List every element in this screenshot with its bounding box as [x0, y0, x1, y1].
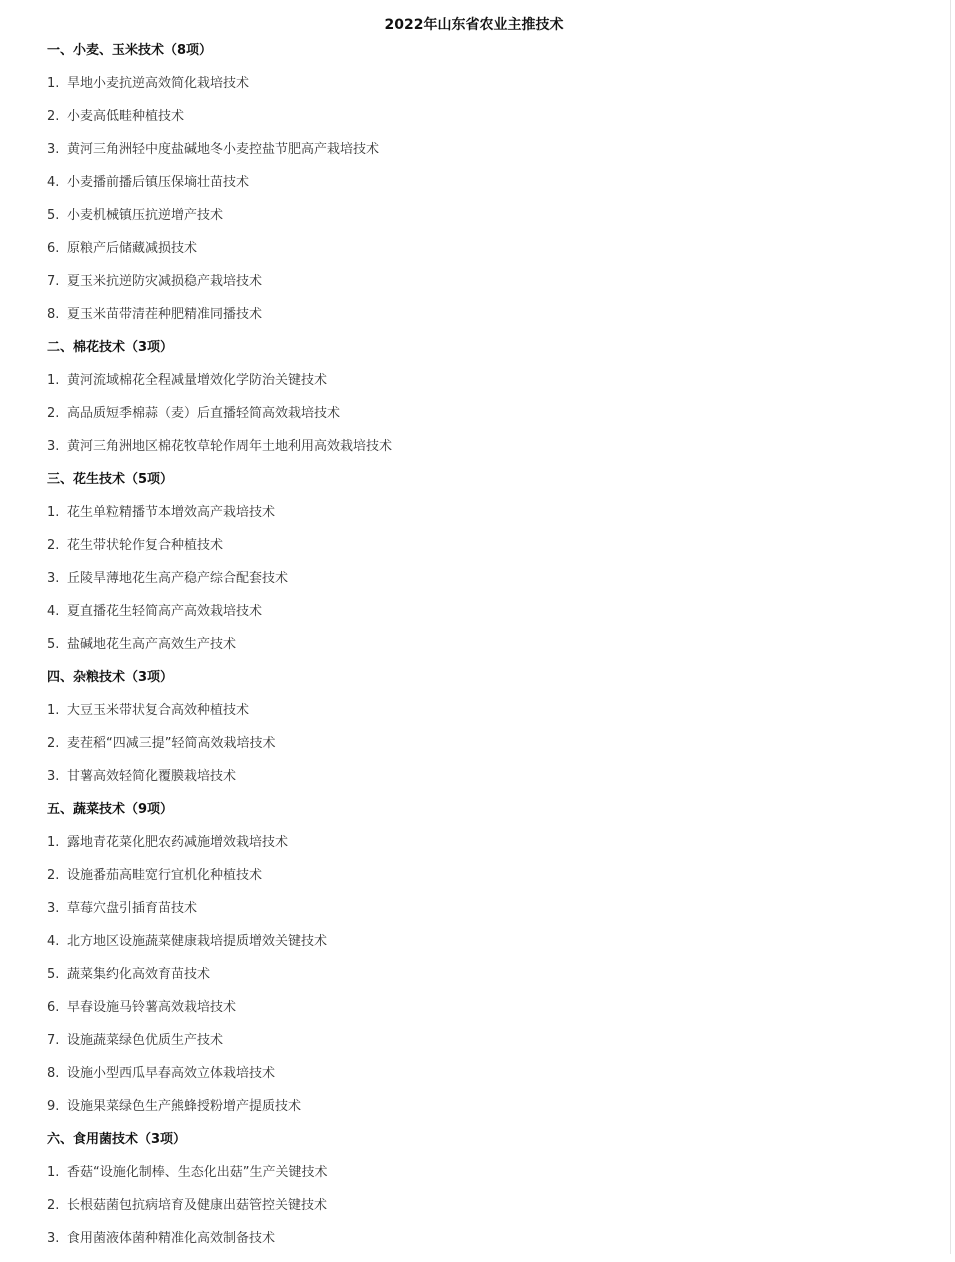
item-number: 3.: [47, 1231, 60, 1246]
item-text: 长根菇菌包抗病培育及健康出菇管控关键技术: [67, 1198, 328, 1213]
item-text: 黄河三角洲地区棉花牧草轮作周年土地利用高效栽培技术: [67, 439, 393, 454]
list-item: [47, 833, 945, 866]
item-number: 2.: [47, 736, 60, 751]
item-text: 设施小型西瓜早春高效立体栽培技术: [67, 1066, 276, 1081]
list-item: [47, 1163, 945, 1196]
item-number: 1.: [47, 835, 60, 850]
list-item: [47, 1031, 945, 1064]
item-text: 小麦机械镇压抗逆增产技术: [67, 208, 224, 223]
item-text: 花生带状轮作复合种植技术: [67, 538, 224, 553]
section-heading: 六、食用菌技术（3项）: [47, 1132, 187, 1147]
item-text: 旱地小麦抗逆高效简化栽培技术: [67, 76, 250, 91]
item-text: 小麦播前播后镇压保墒壮苗技术: [67, 175, 250, 190]
item-list: [47, 371, 945, 470]
item-number: 1.: [47, 373, 60, 388]
item-text: 夏玉米抗逆防灾减损稳产栽培技术: [67, 274, 263, 289]
item-text: 甘薯高效轻简化覆膜栽培技术: [67, 769, 237, 784]
item-number: 3.: [47, 769, 60, 784]
item-number: 9.: [47, 1099, 60, 1114]
list-item: [47, 1196, 945, 1229]
item-text: 蔬菜集约化高效育苗技术: [67, 967, 211, 982]
item-text: 黄河流域棉花全程减量增效化学防治关键技术: [67, 373, 328, 388]
item-text: 北方地区设施蔬菜健康栽培提质增效关键技术: [67, 934, 328, 949]
item-number: 1.: [47, 1165, 60, 1180]
item-number: 7.: [47, 274, 60, 289]
list-item: [47, 272, 945, 305]
list-item: [47, 767, 945, 800]
item-text: 草莓穴盘引插育苗技术: [67, 901, 198, 916]
item-number: 2.: [47, 868, 60, 883]
item-text: 设施番茄高畦宽行宜机化种植技术: [67, 868, 263, 883]
item-number: 3.: [47, 901, 60, 916]
item-number: 5.: [47, 967, 60, 982]
item-number: 3.: [47, 439, 60, 454]
list-item: [47, 866, 945, 899]
item-text: 黄河三角洲轻中度盐碱地冬小麦控盐节肥高产栽培技术: [67, 142, 380, 157]
list-item: [47, 635, 945, 668]
item-number: 1.: [47, 76, 60, 91]
section-heading: 五、蔬菜技术（9项）: [47, 802, 174, 817]
list-item: [47, 536, 945, 569]
item-number: 5.: [47, 208, 60, 223]
list-item: [47, 1097, 945, 1130]
item-text: 设施蔬菜绿色优质生产技术: [67, 1033, 224, 1048]
list-item: [47, 404, 945, 437]
section-coarse-grains: [47, 668, 945, 800]
item-text: 花生单粒精播节本增效高产栽培技术: [67, 505, 276, 520]
list-item: [47, 899, 945, 932]
list-item: [47, 602, 945, 635]
item-text: 设施果菜绿色生产熊蜂授粉增产提质技术: [67, 1099, 302, 1114]
list-item: [47, 701, 945, 734]
item-number: 7.: [47, 1033, 60, 1048]
list-item: [47, 998, 945, 1031]
item-number: 4.: [47, 604, 60, 619]
section-heading: 三、花生技术（5项）: [47, 472, 174, 487]
section-heading: 一、小麦、玉米技术（8项）: [47, 43, 213, 58]
section-peanut: [47, 470, 945, 668]
item-text: 麦茬稻“四减三提”轻简高效栽培技术: [67, 736, 276, 751]
item-list: [47, 74, 945, 338]
list-item: [47, 239, 945, 272]
item-number: 4.: [47, 934, 60, 949]
item-text: 原粮产后储藏减损技术: [67, 241, 198, 256]
item-number: 8.: [47, 307, 60, 322]
item-list: [47, 833, 945, 1130]
item-number: 3.: [47, 142, 60, 157]
item-text: 高品质短季棉蒜（麦）后直播轻简高效栽培技术: [67, 406, 341, 421]
item-text: 大豆玉米带状复合高效种植技术: [67, 703, 250, 718]
item-list: [47, 701, 945, 800]
item-number: 1.: [47, 505, 60, 520]
item-number: 6.: [47, 241, 60, 256]
item-text: 露地青花菜化肥农药减施增效栽培技术: [67, 835, 289, 850]
list-item: [47, 1064, 945, 1097]
item-text: 香菇“设施化制棒、生态化出菇”生产关键技术: [67, 1165, 328, 1180]
section-edible-fungi: [47, 1130, 945, 1262]
item-number: 1.: [47, 703, 60, 718]
item-number: 8.: [47, 1066, 60, 1081]
list-item: [47, 371, 945, 404]
item-list: [47, 1163, 945, 1262]
list-item: [47, 74, 945, 107]
section-vegetables: [47, 800, 945, 1130]
list-item: [47, 437, 945, 470]
item-number: 2.: [47, 1198, 60, 1213]
list-item: [47, 305, 945, 338]
section-wheat-corn: [47, 41, 945, 338]
document-body: [47, 41, 945, 1262]
item-text: 夏直播花生轻简高产高效栽培技术: [67, 604, 263, 619]
list-item: [47, 206, 945, 239]
item-number: 2.: [47, 109, 60, 124]
item-number: 4.: [47, 175, 60, 190]
list-item: [47, 503, 945, 536]
item-text: 夏玉米苗带清茬种肥精准同播技术: [67, 307, 263, 322]
item-number: 3.: [47, 571, 60, 586]
section-heading: 四、杂粮技术（3项）: [47, 670, 174, 685]
list-item: [47, 965, 945, 998]
item-list: [47, 503, 945, 668]
section-cotton: [47, 338, 945, 470]
list-item: [47, 734, 945, 767]
list-item: [47, 1229, 945, 1262]
item-text: 盐碱地花生高产高效生产技术: [67, 637, 237, 652]
item-text: 食用菌液体菌种精准化高效制备技术: [67, 1231, 276, 1246]
list-item: [47, 932, 945, 965]
item-number: 2.: [47, 406, 60, 421]
list-item: [47, 569, 945, 602]
item-number: 5.: [47, 637, 60, 652]
item-number: 2.: [47, 538, 60, 553]
section-heading: 二、棉花技术（3项）: [47, 340, 174, 355]
page-title: 2022年山东省农业主推技术: [384, 17, 564, 34]
list-item: [47, 107, 945, 140]
item-number: 6.: [47, 1000, 60, 1015]
item-text: 丘陵旱薄地花生高产稳产综合配套技术: [67, 571, 289, 586]
item-text: 小麦高低畦种植技术: [67, 109, 185, 124]
item-text: 早春设施马铃薯高效栽培技术: [67, 1000, 237, 1015]
list-item: [47, 140, 945, 173]
page-edge-divider: [950, 0, 951, 1254]
list-item: [47, 173, 945, 206]
